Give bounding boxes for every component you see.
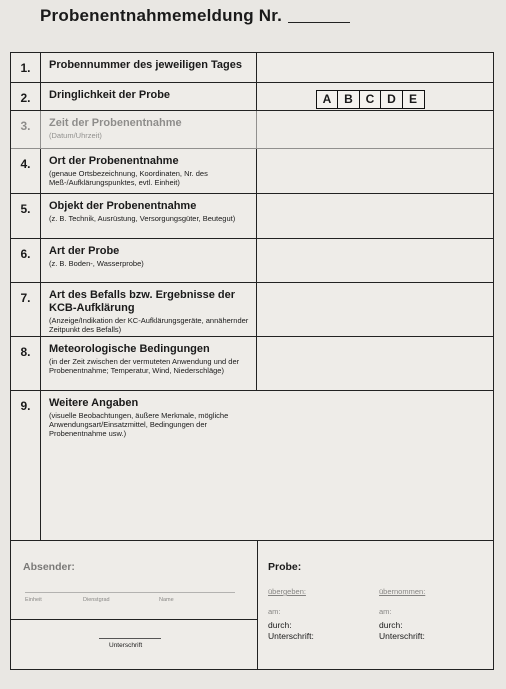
row-number: 5.: [11, 194, 41, 238]
row-description: [41, 283, 257, 336]
row-number: 3.: [11, 111, 41, 148]
urgency-box-d[interactable]: D: [380, 90, 403, 109]
urgency-box-e[interactable]: E: [402, 90, 425, 109]
row-label: Objekt der Probenentnahme: [49, 200, 197, 212]
handed-over-by-label: durch:: [268, 620, 292, 630]
row-label: Ort der Probenentnahme: [49, 155, 179, 167]
form-row-2[interactable]: [11, 83, 493, 111]
taken-over-label: übernommen:: [379, 587, 426, 596]
row-description: [41, 53, 257, 82]
row-number: 9.: [11, 391, 41, 540]
footer-divider: [257, 541, 258, 669]
sender-field-line[interactable]: [25, 592, 235, 593]
form-row-1[interactable]: [11, 53, 493, 83]
row-hint: (Datum/Uhrzeit): [49, 131, 102, 140]
form-row-7[interactable]: [11, 283, 493, 337]
urgency-boxes: [317, 90, 425, 109]
row-number: 2.: [11, 83, 41, 110]
row-hint: (genaue Ortsbezeichnung, Koordinaten, Nr. des Meß-/Aufklärungspunktes, evtl. Einheit): [49, 169, 208, 187]
row-description: [41, 391, 481, 540]
urgency-box-b[interactable]: B: [337, 90, 360, 109]
row-description: [41, 194, 257, 238]
row-description: [41, 83, 257, 110]
row-label: Probennummer des jeweiligen Tages: [49, 59, 242, 71]
footer-section: [11, 541, 493, 669]
unit-label: Einheit: [25, 597, 42, 603]
handed-over-signature-label: Unterschrift:: [268, 631, 314, 641]
form-row-5[interactable]: [11, 194, 493, 239]
footer-left-divider: [11, 619, 257, 620]
row-label: Art der Probe: [49, 245, 120, 257]
row-label: Zeit der Probenentnahme: [49, 117, 182, 129]
row-number: 8.: [11, 337, 41, 390]
row-description: [41, 149, 257, 193]
row-hint: (visuelle Beobachtungen, äußere Merkmale, mögliche Anwendungsart/Einsatzmittel, Bedingungen der Probenentnahme usw.): [49, 411, 229, 438]
handed-over-date-label: am:: [268, 607, 281, 616]
taken-over-signature-label: Unterschrift:: [379, 631, 425, 641]
row-description: [41, 111, 257, 148]
form-title: Probenentnahmemeldung Nr.: [40, 6, 283, 25]
row-description: [41, 337, 257, 390]
row-number: 1.: [11, 53, 41, 82]
row-hint: (in der Zeit zwischen der vermuteten Anwendung und der Probenentnahme; Temperatur, Wind, Niederschläge): [49, 357, 240, 375]
row-hint: (Anzeige/Indikation der KC-Aufklärungsgeräte, annähernder Zeitpunkt des Befalls): [49, 316, 249, 334]
rank-label: Dienstgrad: [83, 597, 110, 603]
sample-label: Probe:: [268, 561, 302, 573]
form-row-6[interactable]: [11, 239, 493, 283]
row-label: Meteorologische Bedingungen: [49, 343, 210, 355]
row-hint: (z. B. Technik, Ausrüstung, Versorgungsgüter, Beutegut): [49, 214, 236, 223]
taken-over-by-label: durch:: [379, 620, 403, 630]
row-description: [41, 239, 257, 282]
row-number: 4.: [11, 149, 41, 193]
form-row-4[interactable]: [11, 149, 493, 194]
signature-line[interactable]: [99, 638, 161, 639]
row-number: 6.: [11, 239, 41, 282]
row-number: 7.: [11, 283, 41, 336]
row-label: Art des Befalls bzw. Ergebnisse der KCB-Aufklärung: [49, 289, 236, 314]
handed-over-label: übergeben:: [268, 587, 306, 596]
signature-label: Unterschrift: [109, 642, 143, 649]
form-row-3[interactable]: [11, 111, 493, 149]
row-label: Dringlichkeit der Probe: [49, 89, 171, 101]
form-row-9[interactable]: [11, 391, 493, 541]
taken-over-date-label: am:: [379, 607, 392, 616]
urgency-box-a[interactable]: A: [316, 90, 339, 109]
number-field-line[interactable]: [288, 22, 350, 23]
row-hint: (z. B. Boden-, Wasserprobe): [49, 259, 144, 268]
sender-label: Absender:: [23, 561, 75, 573]
urgency-box-c[interactable]: C: [359, 90, 382, 109]
name-label: Name: [159, 597, 174, 603]
sample-form: [10, 52, 494, 670]
row-label: Weitere Angaben: [49, 397, 139, 409]
form-row-8[interactable]: [11, 337, 493, 391]
